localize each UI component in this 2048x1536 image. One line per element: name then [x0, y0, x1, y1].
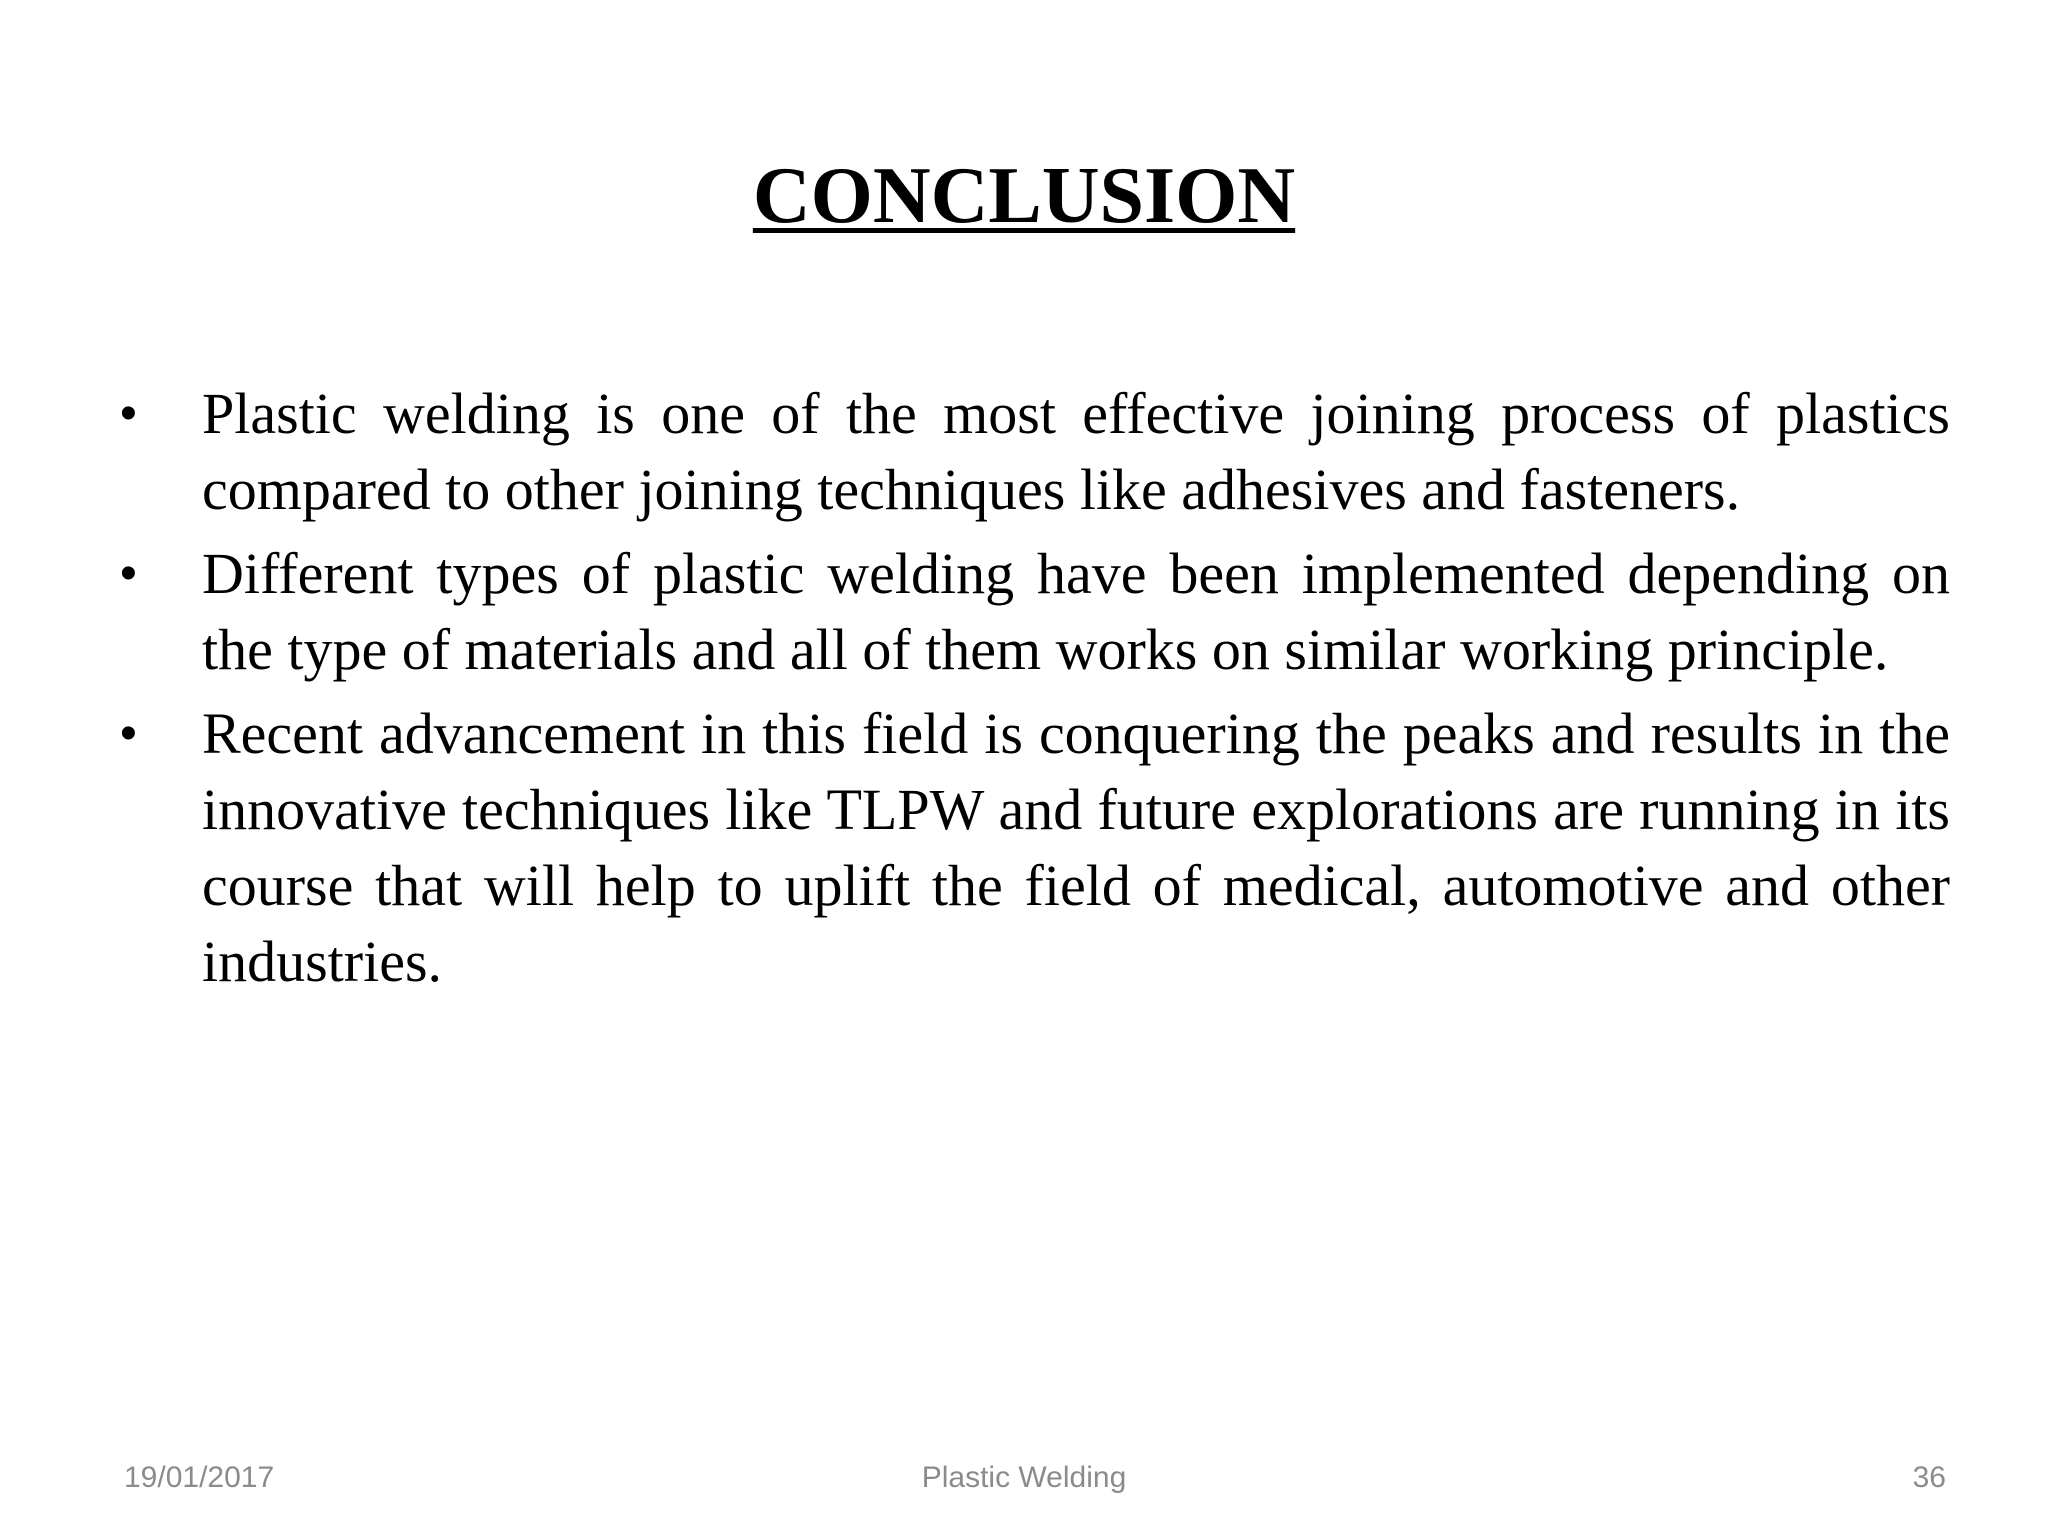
bullet-item: [120, 376, 1950, 528]
bullet-icon: •: [120, 387, 137, 440]
slide-title-text: CONCLUSION: [752, 152, 1296, 240]
bullet-icon: •: [120, 547, 137, 600]
bullet-item: [120, 696, 1950, 1000]
footer-page-number: 36: [1912, 1461, 1946, 1494]
bullet-text: Plastic welding is one of the most effective joining process of plastics compared to other joining techniques like adhesives and fasteners.: [202, 381, 1950, 522]
bullet-icon: •: [120, 707, 137, 760]
bullet-item: [120, 536, 1950, 688]
bullet-text: Recent advancement in this field is conquering the peaks and results in the innovative techniques like TLPW and future explorations are running in its course that will help to uplift the field of medical, automotive and other industries.: [202, 701, 1950, 994]
bullet-text: Different types of plastic welding have been implemented depending on the type of materials and all of them works on similar working principle.: [202, 541, 1950, 682]
footer-title: Plastic Welding: [921, 1461, 1127, 1494]
slide-title: [0, 148, 2048, 244]
bullet-list: [120, 376, 1950, 1008]
footer-date: 19/01/2017: [124, 1461, 275, 1494]
